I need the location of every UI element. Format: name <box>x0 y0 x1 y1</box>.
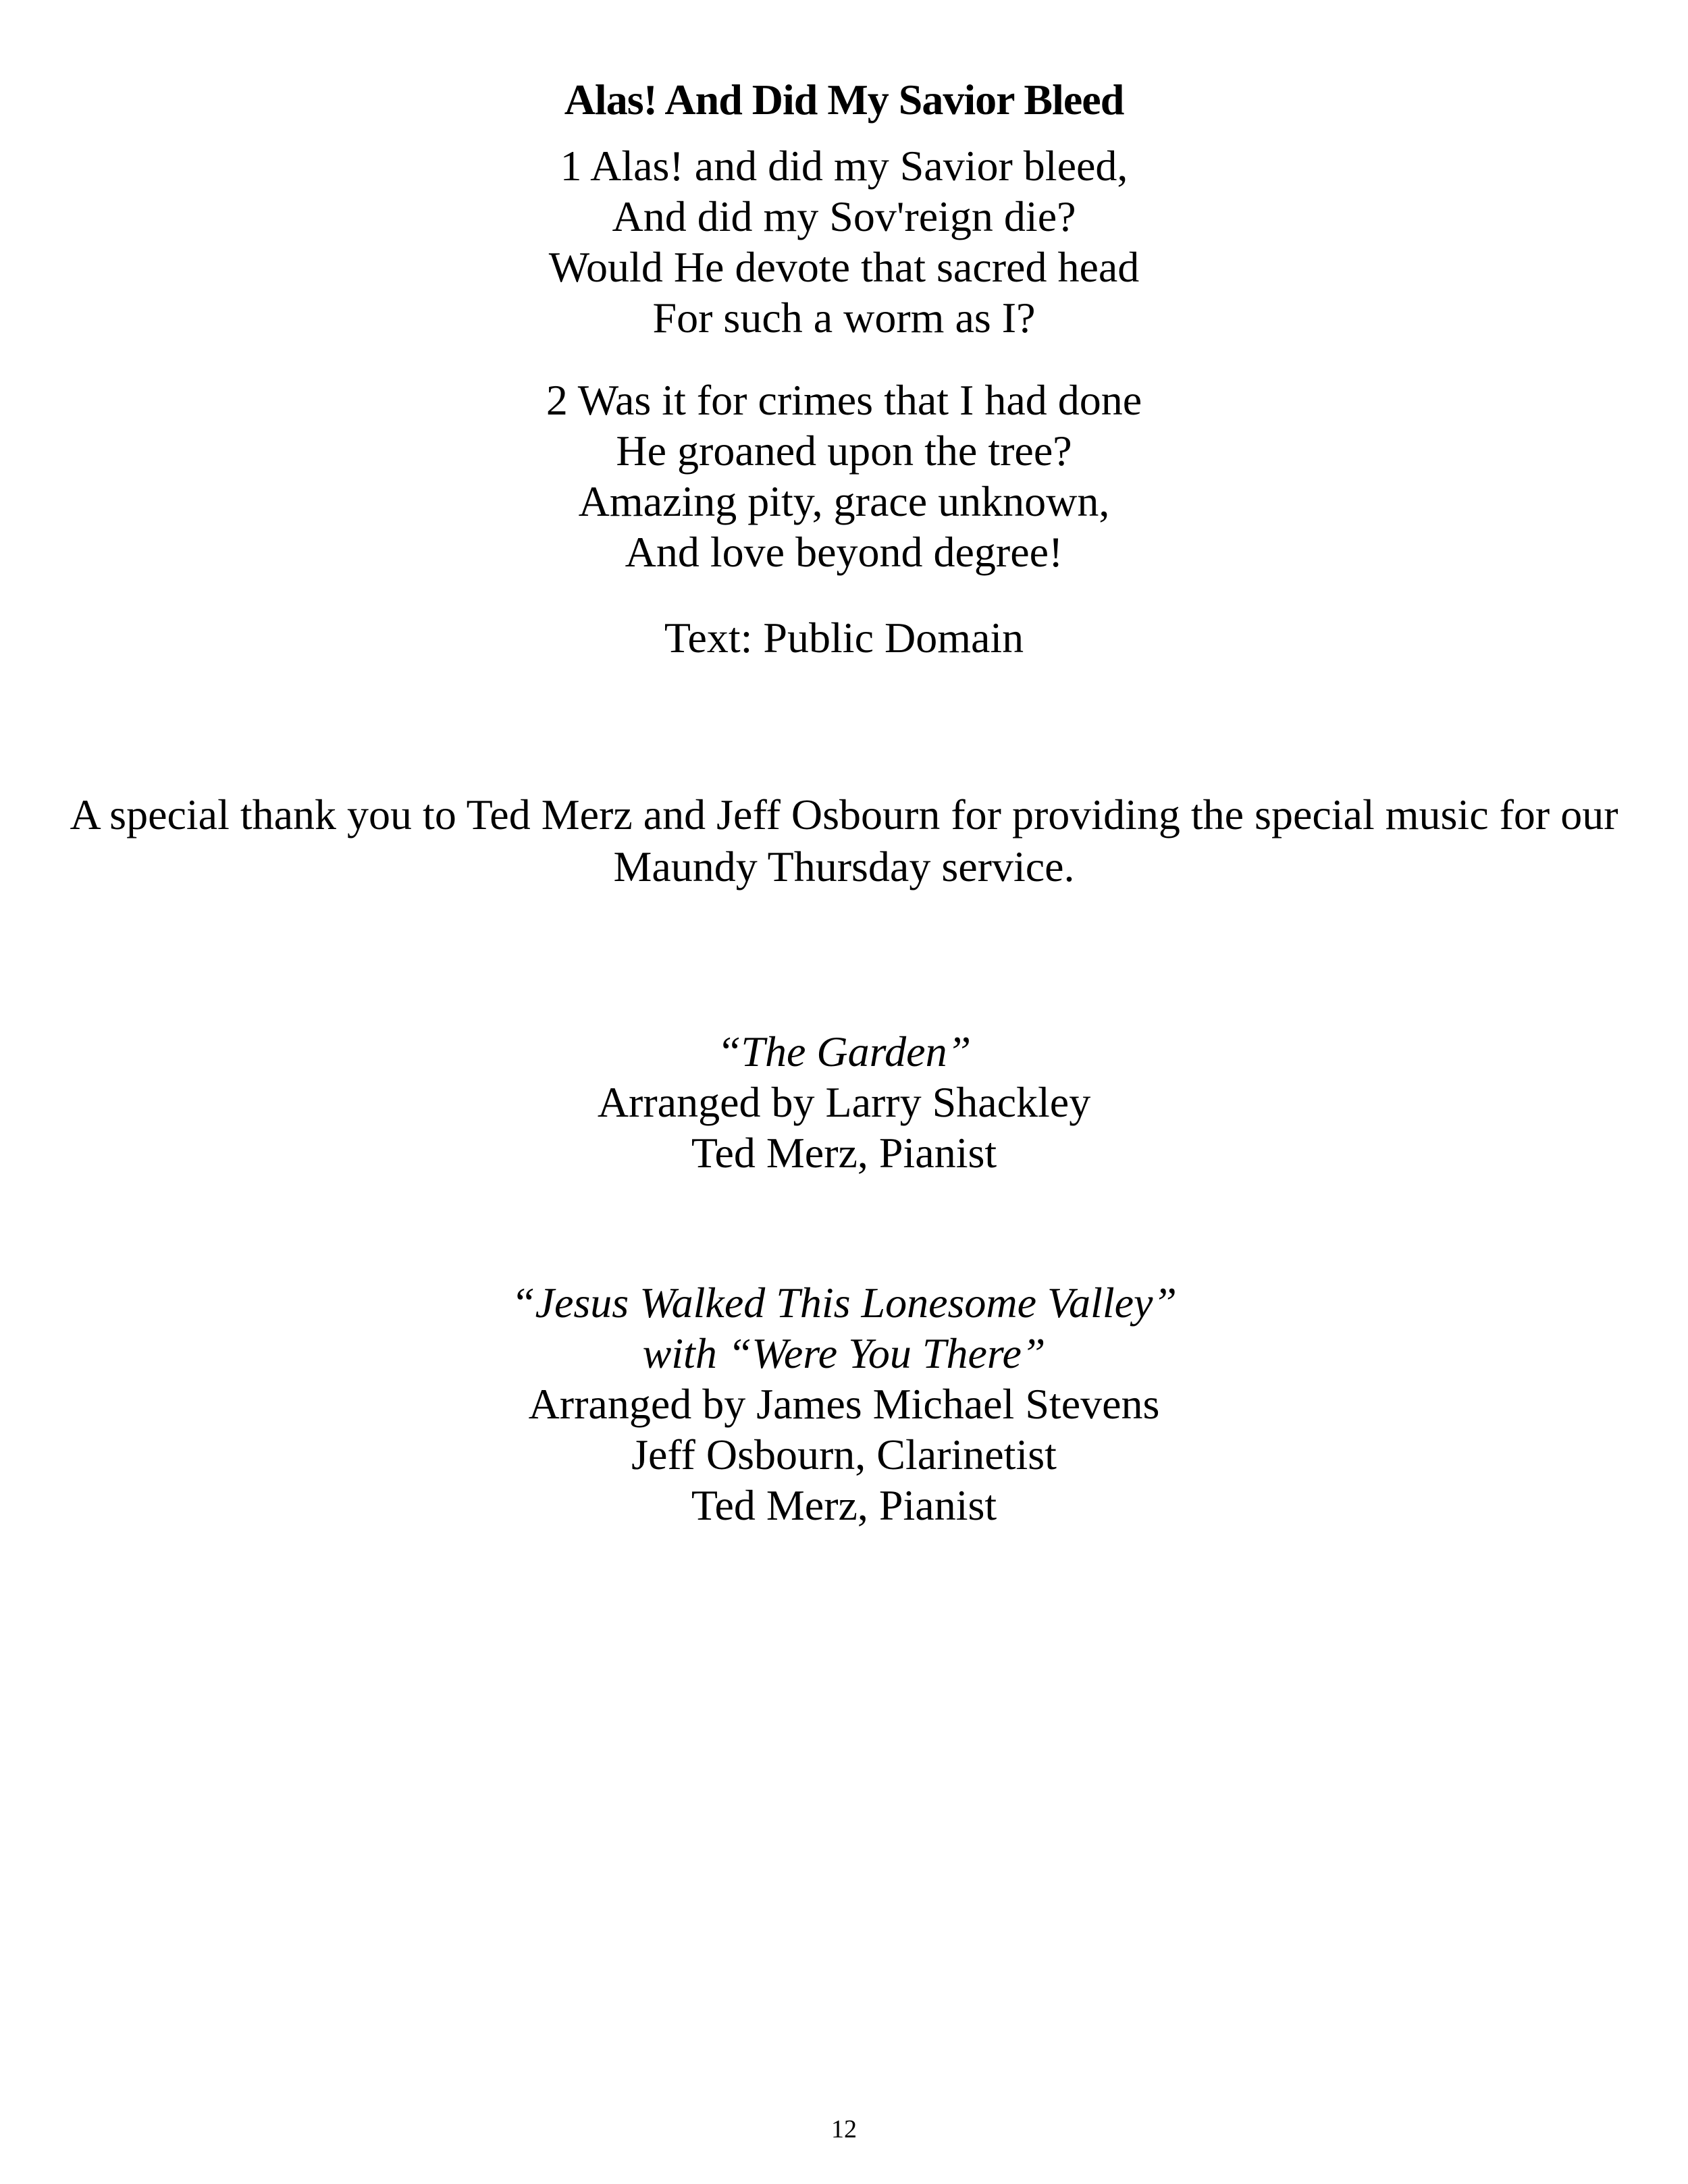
verse-line: 1 Alas! and did my Savior bleed, <box>560 142 1128 190</box>
piece-subtitle: with “Were You There” <box>642 1329 1046 1377</box>
hymn-title: Alas! And Did My Savior Bleed <box>564 76 1124 124</box>
hymn-text-credit: Text: Public Domain <box>664 614 1024 662</box>
piece-title: “Jesus Walked This Lonesome Valley” <box>510 1279 1178 1327</box>
piece-performer: Jeff Osbourn, Clarinetist <box>631 1431 1057 1479</box>
hymn-verse-2 <box>0 375 1688 577</box>
music-piece-1 <box>0 1026 1688 1178</box>
hymn-verse-1 <box>0 140 1688 343</box>
piece-arranger: Arranged by James Michael Stevens <box>528 1380 1160 1428</box>
verse-line: And love beyond degree! <box>625 528 1063 576</box>
piece-arranger: Arranged by Larry Shackley <box>597 1078 1091 1126</box>
verse-line: He groaned upon the tree? <box>616 427 1072 475</box>
verse-line: Amazing pity, grace unknown, <box>578 477 1110 525</box>
music-piece-2 <box>0 1277 1688 1530</box>
piece-title: “The Garden” <box>716 1028 972 1075</box>
thank-you-note: A special thank you to Ted Merz and Jeff Osbourn for providing the special music for our Maundy Thursday service. <box>70 791 1618 890</box>
piece-performer: Ted Merz, Pianist <box>691 1129 997 1177</box>
verse-line: For such a worm as I? <box>652 294 1036 342</box>
verse-line: 2 Was it for crimes that I had done <box>546 376 1142 424</box>
piece-performer: Ted Merz, Pianist <box>691 1481 997 1529</box>
page-number: 12 <box>831 2115 857 2143</box>
verse-line: Would He devote that sacred head <box>548 243 1140 291</box>
verse-line: And did my Sov'reign die? <box>612 192 1076 240</box>
